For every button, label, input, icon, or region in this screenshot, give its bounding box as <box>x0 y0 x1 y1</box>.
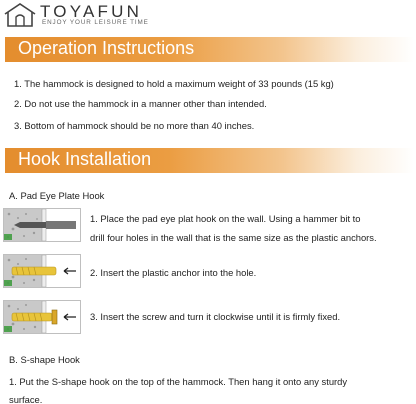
brand-tagline: ENJOY YOUR LEISURE TIME <box>42 19 149 26</box>
house-logo-icon <box>3 2 37 28</box>
step-3-screw-image <box>3 300 81 334</box>
operation-heading: Operation Instructions <box>18 38 195 58</box>
operation-item-2: 2. Do not use the hammock in a manner other than intended. <box>14 98 267 109</box>
step-2-text: 2. Insert the plastic anchor into the hole. <box>90 267 257 278</box>
hook-heading: Hook Installation <box>18 149 152 169</box>
hook-banner <box>5 148 414 173</box>
operation-item-3: 3. Bottom of hammock should be no more than 40 inches. <box>14 120 255 131</box>
operation-item-1: 1. The hammock is designed to hold a maximum weight of 33 pounds (15 kg) <box>14 78 334 89</box>
brand-name: TOYAFUN <box>40 2 143 21</box>
section-b-text-line-2: surface. <box>9 394 43 404</box>
section-b-text-line-1: 1. Put the S-shape hook on the top of the hammock. Then hang it onto any sturdy <box>9 376 348 387</box>
step-1-text-line-2: drill four holes in the wall that is the same size as the plastic anchors. <box>90 232 377 243</box>
section-b-heading: B. S-shape Hook <box>9 354 80 365</box>
brand-logo <box>3 2 303 29</box>
operation-banner <box>5 37 414 62</box>
step-1-drill-image <box>3 208 81 242</box>
step-1-text-line-1: 1. Place the pad eye plat hook on the wall. Using a hammer bit to <box>90 213 361 224</box>
step-2-anchor-image <box>3 254 81 288</box>
section-a-heading: A. Pad Eye Plate Hook <box>9 190 105 201</box>
step-3-text: 3. Insert the screw and turn it clockwise until it is firmly fixed. <box>90 311 341 322</box>
